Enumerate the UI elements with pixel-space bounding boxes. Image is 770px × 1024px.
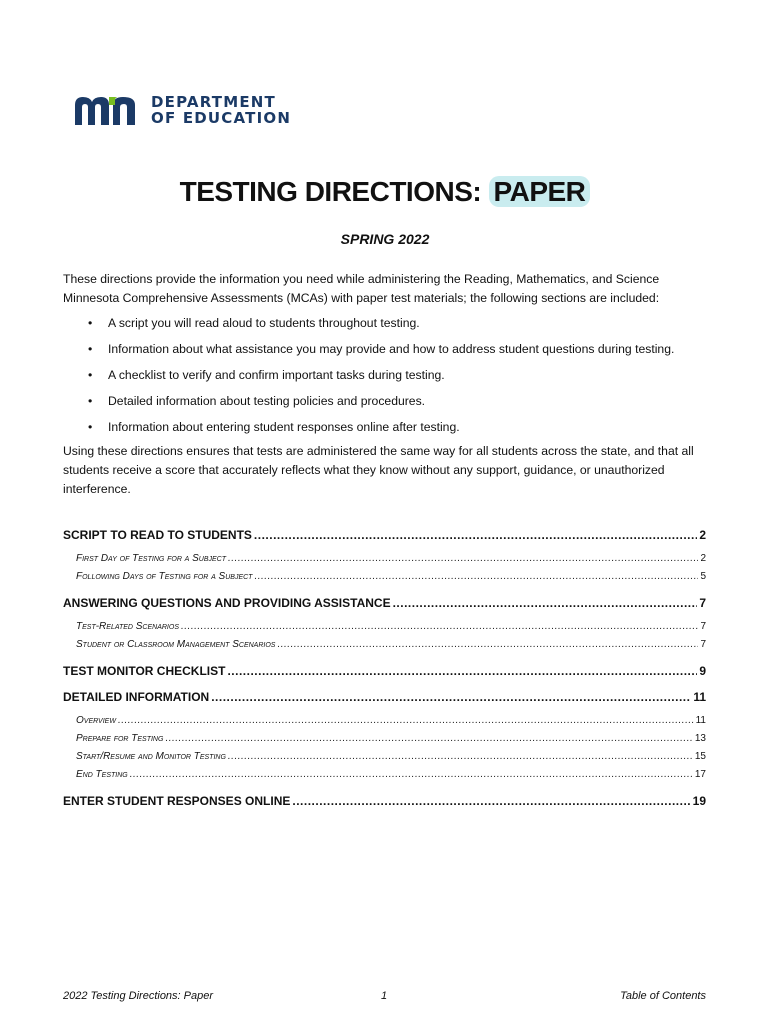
mn-education-logo [73,93,291,127]
toc-label: End Testing [76,769,128,780]
toc-label: TEST MONITOR CHECKLIST [63,664,226,678]
list-item-text: Information about what assistance you may provide and how to address student questions during testing. [108,342,675,356]
toc-page: 13 [694,733,706,744]
toc-page: 17 [694,769,706,780]
toc-page: 11 [693,690,706,704]
toc-entry-detailed-info[interactable] [63,688,706,714]
toc-leader [227,662,697,680]
sections-list [88,314,713,444]
toc-label: Following Days of Testing for a Subject [76,571,253,582]
toc-page: 2 [700,553,706,564]
toc-leader [393,594,698,612]
toc-leader [254,570,698,584]
toc-entry-overview[interactable] [63,714,706,732]
toc-leader [118,714,694,728]
toc-label: ANSWERING QUESTIONS AND PROVIDING ASSISTANCE [63,596,391,610]
bullet-icon: • [88,394,93,408]
toc-label: Student or Classroom Management Scenarios [76,639,276,650]
toc-page: 9 [699,664,706,678]
list-item-text: Detailed information about testing policies and procedures. [108,394,426,408]
toc-page: 15 [694,751,706,762]
toc-page: 7 [699,596,706,610]
toc-label: SCRIPT TO READ TO STUDENTS [63,528,252,542]
logo-wordmark [151,94,291,126]
toc-leader [254,526,697,544]
list-item [88,366,713,392]
list-item [88,392,713,418]
toc-label: DETAILED INFORMATION [63,690,210,704]
logo-line-2: OF EDUCATION [151,109,292,127]
footer-doc-title: 2022 Testing Directions: Paper [63,990,214,1002]
bullet-icon: • [88,368,93,382]
list-item [88,340,713,366]
bullet-icon: • [88,342,93,356]
toc-entry-monitor-checklist[interactable] [63,662,706,688]
toc-entry-test-related[interactable] [63,620,706,638]
toc-entry-enter-responses[interactable] [63,792,706,818]
toc-entry-answering-questions[interactable] [63,594,706,620]
toc-page: 19 [692,794,706,808]
footer-toc-link[interactable]: Table of Contents [620,990,706,1002]
title-highlight: PAPER [489,176,591,207]
list-item-text: A checklist to verify and confirm important tasks during testing. [108,368,445,382]
toc-leader [277,638,698,652]
toc-label: Start/Resume and Monitor Testing [76,751,226,762]
toc-entry-following-days[interactable] [63,570,706,588]
toc-entry-first-day[interactable] [63,552,706,570]
toc-leader [211,688,691,706]
toc-label: Overview [76,715,116,726]
toc-page: 5 [700,571,706,582]
toc-leader [228,552,698,566]
title-main: TESTING DIRECTIONS: [179,176,482,207]
intro-paragraph: These directions provide the information you need while administering the Reading, Mathematics, and Science Minnesota Comprehensive Assessments (MCAs) with paper test materials; the following sections are included: [63,272,660,305]
toc-page: 11 [695,715,706,726]
toc-entry-end-testing[interactable] [63,768,706,786]
toc-leader [228,750,693,764]
toc-page: 2 [699,528,706,542]
toc-entry-start-resume[interactable] [63,750,706,768]
toc-label: ENTER STUDENT RESPONSES ONLINE [63,794,291,808]
toc-label: Test-Related Scenarios [76,621,179,632]
toc-entry-script[interactable] [63,526,706,552]
toc-page: 7 [700,621,706,632]
toc-label: Prepare for Testing [76,733,164,744]
list-item [88,314,713,340]
page-subtitle: SPRING 2022 [340,231,430,247]
toc-leader [130,768,693,782]
toc-leader [165,732,692,746]
toc-entry-prepare[interactable] [63,732,706,750]
toc-leader [181,620,698,634]
list-item [88,418,713,444]
outro-paragraph: Using these directions ensures that tests are administered the same way for all students across the state, and that all students receive a score that accurately reflects what they know without any support, guidance, or unauthorized interference. [63,444,694,496]
page-title [0,176,770,208]
toc-leader [292,792,690,810]
logo-line-1: DEPARTMENT [151,93,276,111]
toc-page: 7 [700,639,706,650]
list-item-text: A script you will read aloud to students throughout testing. [108,316,420,330]
list-item-text: Information about entering student responses online after testing. [108,420,460,434]
toc-label: First Day of Testing for a Subject [76,553,226,564]
bullet-icon: • [88,316,93,330]
footer-page-number: 1 [381,990,388,1002]
mn-logo-icon [73,93,145,127]
table-of-contents [63,526,706,818]
bullet-icon: • [88,420,93,434]
toc-entry-classroom-management[interactable] [63,638,706,656]
